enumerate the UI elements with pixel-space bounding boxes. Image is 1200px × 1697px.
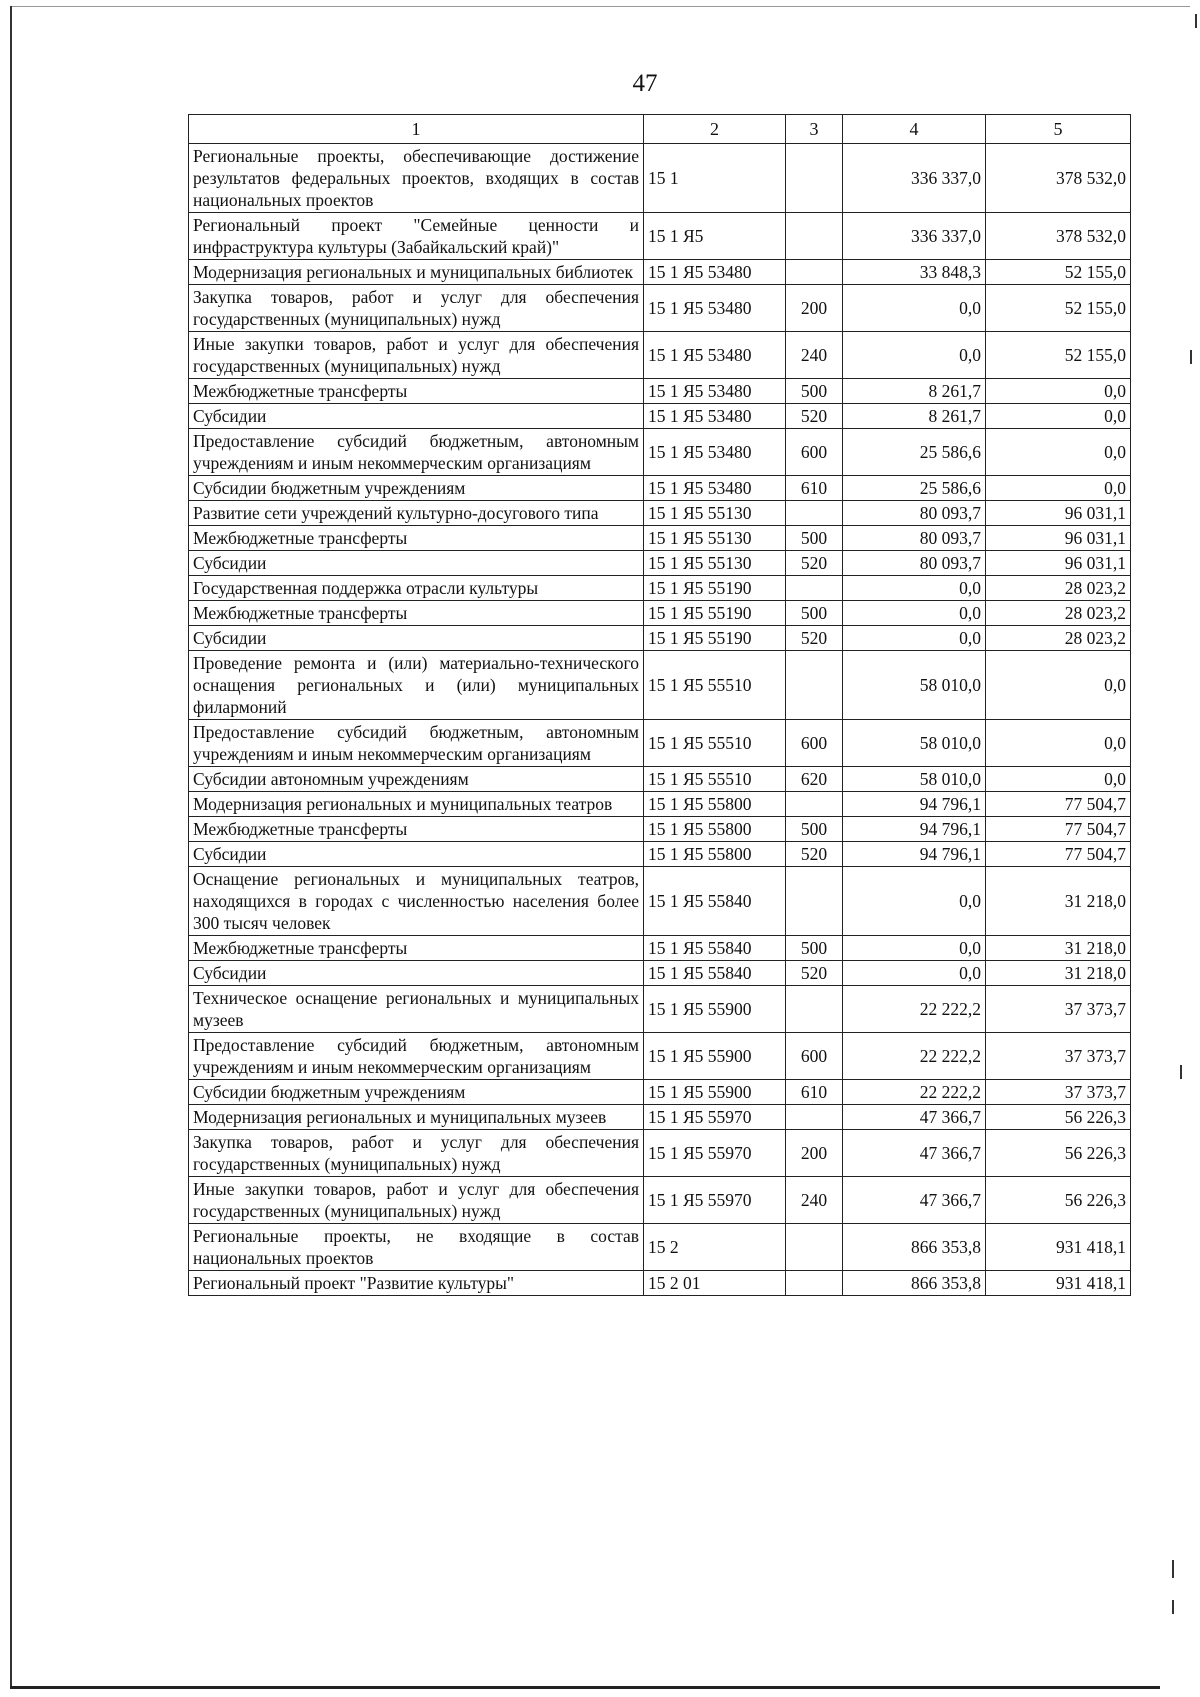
row-amount-col4-cell: 47 366,7 bbox=[843, 1105, 986, 1130]
row-amount-col4-cell: 0,0 bbox=[843, 626, 986, 651]
table-row bbox=[189, 792, 1131, 817]
table-row bbox=[189, 817, 1131, 842]
row-expense-type-cell: 500 bbox=[786, 936, 843, 961]
row-amount-col5-cell: 931 418,1 bbox=[986, 1271, 1131, 1296]
scan-frame-left bbox=[10, 6, 12, 1688]
table-row bbox=[189, 144, 1131, 213]
row-name-cell: Проведение ремонта и (или) материально-технического оснащения региональных и (или) муниципальных филармоний bbox=[189, 651, 644, 720]
row-name-cell: Региональные проекты, обеспечивающие достижение результатов федеральных проектов, входящих в состав национальных проектов bbox=[189, 144, 644, 213]
row-name-cell: Предоставление субсидий бюджетным, автономным учреждениям и иным некоммерческим организациям bbox=[189, 720, 644, 767]
table-row bbox=[189, 285, 1131, 332]
row-amount-col5-cell: 56 226,3 bbox=[986, 1130, 1131, 1177]
row-expense-type-cell bbox=[786, 986, 843, 1033]
table-row bbox=[189, 986, 1131, 1033]
row-code-cell: 15 2 bbox=[644, 1224, 786, 1271]
row-amount-col4-cell: 8 261,7 bbox=[843, 379, 986, 404]
row-name-cell: Региональный проект "Семейные ценности и инфраструктура культуры (Забайкальский край)" bbox=[189, 213, 644, 260]
row-code-cell: 15 1 Я5 55970 bbox=[644, 1130, 786, 1177]
table-row bbox=[189, 842, 1131, 867]
row-code-cell: 15 1 Я5 55840 bbox=[644, 961, 786, 986]
row-expense-type-cell bbox=[786, 501, 843, 526]
row-amount-col4-cell: 25 586,6 bbox=[843, 476, 986, 501]
table-header-row bbox=[189, 115, 1131, 144]
row-amount-col4-cell: 58 010,0 bbox=[843, 651, 986, 720]
row-code-cell: 15 1 Я5 55900 bbox=[644, 986, 786, 1033]
row-expense-type-cell bbox=[786, 792, 843, 817]
row-amount-col5-cell: 378 532,0 bbox=[986, 144, 1131, 213]
table-row bbox=[189, 626, 1131, 651]
row-amount-col5-cell: 28 023,2 bbox=[986, 601, 1131, 626]
row-expense-type-cell: 600 bbox=[786, 429, 843, 476]
column-header: 1 bbox=[189, 115, 644, 144]
row-expense-type-cell: 200 bbox=[786, 285, 843, 332]
table-row bbox=[189, 213, 1131, 260]
column-header: 5 bbox=[986, 115, 1131, 144]
row-code-cell: 15 1 Я5 53480 bbox=[644, 332, 786, 379]
row-expense-type-cell bbox=[786, 651, 843, 720]
row-expense-type-cell: 520 bbox=[786, 626, 843, 651]
scan-speck bbox=[1195, 14, 1197, 28]
row-name-cell: Закупка товаров, работ и услуг для обеспечения государственных (муниципальных) нужд bbox=[189, 1130, 644, 1177]
row-expense-type-cell: 500 bbox=[786, 526, 843, 551]
table-row bbox=[189, 551, 1131, 576]
row-name-cell: Иные закупки товаров, работ и услуг для обеспечения государственных (муниципальных) нужд bbox=[189, 1177, 644, 1224]
row-amount-col5-cell: 37 373,7 bbox=[986, 1033, 1131, 1080]
table-row bbox=[189, 720, 1131, 767]
row-code-cell: 15 1 Я5 55840 bbox=[644, 936, 786, 961]
table-row bbox=[189, 1105, 1131, 1130]
row-name-cell: Межбюджетные трансферты bbox=[189, 526, 644, 551]
table-row bbox=[189, 1033, 1131, 1080]
row-name-cell: Модернизация региональных и муниципальных театров bbox=[189, 792, 644, 817]
scan-speck bbox=[1172, 1560, 1174, 1578]
table-row bbox=[189, 961, 1131, 986]
table-row bbox=[189, 476, 1131, 501]
row-amount-col5-cell: 0,0 bbox=[986, 720, 1131, 767]
table-row bbox=[189, 867, 1131, 936]
row-expense-type-cell: 500 bbox=[786, 601, 843, 626]
row-name-cell: Субсидии бюджетным учреждениям bbox=[189, 1080, 644, 1105]
row-amount-col4-cell: 80 093,7 bbox=[843, 551, 986, 576]
row-expense-type-cell: 600 bbox=[786, 1033, 843, 1080]
table-row bbox=[189, 1130, 1131, 1177]
row-name-cell: Субсидии bbox=[189, 842, 644, 867]
row-amount-col4-cell: 94 796,1 bbox=[843, 792, 986, 817]
row-amount-col4-cell: 0,0 bbox=[843, 601, 986, 626]
row-name-cell: Межбюджетные трансферты bbox=[189, 601, 644, 626]
row-code-cell: 15 1 Я5 55130 bbox=[644, 501, 786, 526]
row-code-cell: 15 1 Я5 55840 bbox=[644, 867, 786, 936]
row-name-cell: Развитие сети учреждений культурно-досугового типа bbox=[189, 501, 644, 526]
row-name-cell: Предоставление субсидий бюджетным, автономным учреждениям и иным некоммерческим организациям bbox=[189, 1033, 644, 1080]
table-row bbox=[189, 501, 1131, 526]
table-row bbox=[189, 576, 1131, 601]
row-amount-col4-cell: 94 796,1 bbox=[843, 817, 986, 842]
row-code-cell: 15 1 Я5 55510 bbox=[644, 767, 786, 792]
row-code-cell: 15 1 Я5 55190 bbox=[644, 626, 786, 651]
scan-frame-bottom bbox=[10, 1686, 1160, 1689]
row-amount-col4-cell: 0,0 bbox=[843, 332, 986, 379]
row-amount-col4-cell: 0,0 bbox=[843, 936, 986, 961]
table-row bbox=[189, 1080, 1131, 1105]
row-name-cell: Межбюджетные трансферты bbox=[189, 379, 644, 404]
row-amount-col5-cell: 28 023,2 bbox=[986, 626, 1131, 651]
row-expense-type-cell: 520 bbox=[786, 842, 843, 867]
row-code-cell: 15 1 Я5 53480 bbox=[644, 379, 786, 404]
row-name-cell: Модернизация региональных и муниципальных музеев bbox=[189, 1105, 644, 1130]
row-amount-col4-cell: 80 093,7 bbox=[843, 526, 986, 551]
row-expense-type-cell: 600 bbox=[786, 720, 843, 767]
row-amount-col5-cell: 77 504,7 bbox=[986, 792, 1131, 817]
row-amount-col5-cell: 0,0 bbox=[986, 767, 1131, 792]
row-code-cell: 15 1 Я5 53480 bbox=[644, 285, 786, 332]
row-amount-col5-cell: 0,0 bbox=[986, 404, 1131, 429]
row-code-cell: 15 1 Я5 55510 bbox=[644, 720, 786, 767]
scan-speck bbox=[1190, 350, 1192, 364]
row-amount-col5-cell: 56 226,3 bbox=[986, 1105, 1131, 1130]
row-expense-type-cell: 620 bbox=[786, 767, 843, 792]
row-code-cell: 15 1 Я5 55900 bbox=[644, 1033, 786, 1080]
row-code-cell: 15 1 Я5 53480 bbox=[644, 429, 786, 476]
row-name-cell: Региональные проекты, не входящие в состав национальных проектов bbox=[189, 1224, 644, 1271]
row-expense-type-cell: 500 bbox=[786, 817, 843, 842]
row-expense-type-cell: 520 bbox=[786, 551, 843, 576]
row-amount-col5-cell: 0,0 bbox=[986, 476, 1131, 501]
row-amount-col4-cell: 22 222,2 bbox=[843, 986, 986, 1033]
row-code-cell: 15 1 Я5 55900 bbox=[644, 1080, 786, 1105]
row-expense-type-cell: 610 bbox=[786, 1080, 843, 1105]
row-amount-col4-cell: 0,0 bbox=[843, 285, 986, 332]
table-row bbox=[189, 404, 1131, 429]
row-amount-col5-cell: 31 218,0 bbox=[986, 867, 1131, 936]
row-name-cell: Межбюджетные трансферты bbox=[189, 817, 644, 842]
row-amount-col4-cell: 47 366,7 bbox=[843, 1177, 986, 1224]
row-expense-type-cell bbox=[786, 213, 843, 260]
row-amount-col5-cell: 96 031,1 bbox=[986, 526, 1131, 551]
row-code-cell: 15 1 Я5 55510 bbox=[644, 651, 786, 720]
row-name-cell: Оснащение региональных и муниципальных театров, находящихся в городах с численностью населения более 300 тысяч человек bbox=[189, 867, 644, 936]
table-row bbox=[189, 651, 1131, 720]
table-row bbox=[189, 1177, 1131, 1224]
row-amount-col4-cell: 866 353,8 bbox=[843, 1271, 986, 1296]
row-expense-type-cell: 240 bbox=[786, 332, 843, 379]
row-name-cell: Субсидии bbox=[189, 626, 644, 651]
row-amount-col5-cell: 0,0 bbox=[986, 379, 1131, 404]
row-code-cell: 15 1 Я5 55130 bbox=[644, 551, 786, 576]
row-amount-col5-cell: 52 155,0 bbox=[986, 285, 1131, 332]
row-expense-type-cell bbox=[786, 260, 843, 285]
row-expense-type-cell: 200 bbox=[786, 1130, 843, 1177]
row-amount-col4-cell: 8 261,7 bbox=[843, 404, 986, 429]
row-name-cell: Техническое оснащение региональных и муниципальных музеев bbox=[189, 986, 644, 1033]
row-amount-col4-cell: 22 222,2 bbox=[843, 1080, 986, 1105]
scan-speck bbox=[1180, 1065, 1182, 1079]
row-code-cell: 15 1 Я5 53480 bbox=[644, 476, 786, 501]
row-code-cell: 15 1 Я5 53480 bbox=[644, 260, 786, 285]
row-name-cell: Субсидии bbox=[189, 551, 644, 576]
row-amount-col4-cell: 336 337,0 bbox=[843, 213, 986, 260]
row-expense-type-cell bbox=[786, 576, 843, 601]
table-row bbox=[189, 526, 1131, 551]
row-name-cell: Закупка товаров, работ и услуг для обеспечения государственных (муниципальных) нужд bbox=[189, 285, 644, 332]
row-amount-col4-cell: 0,0 bbox=[843, 961, 986, 986]
row-code-cell: 15 1 Я5 55970 bbox=[644, 1177, 786, 1224]
row-code-cell: 15 1 Я5 bbox=[644, 213, 786, 260]
row-expense-type-cell bbox=[786, 1105, 843, 1130]
table-row bbox=[189, 1271, 1131, 1296]
row-name-cell: Субсидии автономным учреждениям bbox=[189, 767, 644, 792]
row-amount-col4-cell: 0,0 bbox=[843, 576, 986, 601]
row-code-cell: 15 1 Я5 55190 bbox=[644, 601, 786, 626]
row-name-cell: Иные закупки товаров, работ и услуг для обеспечения государственных (муниципальных) нужд bbox=[189, 332, 644, 379]
row-name-cell: Региональный проект "Развитие культуры" bbox=[189, 1271, 644, 1296]
row-name-cell: Предоставление субсидий бюджетным, автономным учреждениям и иным некоммерческим организациям bbox=[189, 429, 644, 476]
row-amount-col5-cell: 52 155,0 bbox=[986, 260, 1131, 285]
row-amount-col4-cell: 33 848,3 bbox=[843, 260, 986, 285]
row-name-cell: Государственная поддержка отрасли культуры bbox=[189, 576, 644, 601]
budget-table bbox=[188, 114, 1131, 1296]
row-amount-col4-cell: 336 337,0 bbox=[843, 144, 986, 213]
scan-speck bbox=[1172, 1600, 1174, 1614]
row-amount-col5-cell: 31 218,0 bbox=[986, 961, 1131, 986]
row-code-cell: 15 1 Я5 55130 bbox=[644, 526, 786, 551]
row-amount-col5-cell: 378 532,0 bbox=[986, 213, 1131, 260]
row-amount-col4-cell: 22 222,2 bbox=[843, 1033, 986, 1080]
row-code-cell: 15 1 Я5 55970 bbox=[644, 1105, 786, 1130]
row-amount-col5-cell: 28 023,2 bbox=[986, 576, 1131, 601]
row-expense-type-cell bbox=[786, 1271, 843, 1296]
row-expense-type-cell: 520 bbox=[786, 404, 843, 429]
row-amount-col5-cell: 96 031,1 bbox=[986, 551, 1131, 576]
row-amount-col5-cell: 52 155,0 bbox=[986, 332, 1131, 379]
table-row bbox=[189, 1224, 1131, 1271]
page-number: 47 bbox=[632, 70, 658, 97]
row-expense-type-cell bbox=[786, 144, 843, 213]
row-code-cell: 15 2 01 bbox=[644, 1271, 786, 1296]
row-amount-col4-cell: 58 010,0 bbox=[843, 720, 986, 767]
row-code-cell: 15 1 Я5 53480 bbox=[644, 404, 786, 429]
row-amount-col4-cell: 0,0 bbox=[843, 867, 986, 936]
row-expense-type-cell: 610 bbox=[786, 476, 843, 501]
row-amount-col5-cell: 37 373,7 bbox=[986, 1080, 1131, 1105]
row-code-cell: 15 1 Я5 55800 bbox=[644, 792, 786, 817]
row-amount-col5-cell: 96 031,1 bbox=[986, 501, 1131, 526]
row-amount-col4-cell: 94 796,1 bbox=[843, 842, 986, 867]
row-amount-col4-cell: 866 353,8 bbox=[843, 1224, 986, 1271]
row-amount-col5-cell: 0,0 bbox=[986, 651, 1131, 720]
row-expense-type-cell: 520 bbox=[786, 961, 843, 986]
table-row bbox=[189, 429, 1131, 476]
row-expense-type-cell: 500 bbox=[786, 379, 843, 404]
row-name-cell: Межбюджетные трансферты bbox=[189, 936, 644, 961]
table-row bbox=[189, 379, 1131, 404]
row-code-cell: 15 1 Я5 55800 bbox=[644, 842, 786, 867]
row-amount-col5-cell: 0,0 bbox=[986, 429, 1131, 476]
column-header: 3 bbox=[786, 115, 843, 144]
row-expense-type-cell: 240 bbox=[786, 1177, 843, 1224]
table-row bbox=[189, 332, 1131, 379]
row-name-cell: Субсидии bbox=[189, 961, 644, 986]
row-code-cell: 15 1 bbox=[644, 144, 786, 213]
table-row bbox=[189, 936, 1131, 961]
table-row bbox=[189, 767, 1131, 792]
table-row bbox=[189, 601, 1131, 626]
row-expense-type-cell bbox=[786, 1224, 843, 1271]
row-amount-col4-cell: 47 366,7 bbox=[843, 1130, 986, 1177]
column-header: 4 bbox=[843, 115, 986, 144]
row-amount-col5-cell: 37 373,7 bbox=[986, 986, 1131, 1033]
row-amount-col4-cell: 58 010,0 bbox=[843, 767, 986, 792]
row-code-cell: 15 1 Я5 55190 bbox=[644, 576, 786, 601]
row-amount-col5-cell: 931 418,1 bbox=[986, 1224, 1131, 1271]
table-body bbox=[189, 144, 1131, 1296]
row-amount-col5-cell: 56 226,3 bbox=[986, 1177, 1131, 1224]
row-expense-type-cell bbox=[786, 867, 843, 936]
row-name-cell: Субсидии bbox=[189, 404, 644, 429]
row-amount-col5-cell: 77 504,7 bbox=[986, 842, 1131, 867]
row-code-cell: 15 1 Я5 55800 bbox=[644, 817, 786, 842]
row-name-cell: Субсидии бюджетным учреждениям bbox=[189, 476, 644, 501]
row-amount-col5-cell: 77 504,7 bbox=[986, 817, 1131, 842]
column-header: 2 bbox=[644, 115, 786, 144]
row-name-cell: Модернизация региональных и муниципальных библиотек bbox=[189, 260, 644, 285]
row-amount-col4-cell: 80 093,7 bbox=[843, 501, 986, 526]
scan-frame-top bbox=[10, 6, 1190, 7]
row-amount-col5-cell: 31 218,0 bbox=[986, 936, 1131, 961]
row-amount-col4-cell: 25 586,6 bbox=[843, 429, 986, 476]
table-row bbox=[189, 260, 1131, 285]
